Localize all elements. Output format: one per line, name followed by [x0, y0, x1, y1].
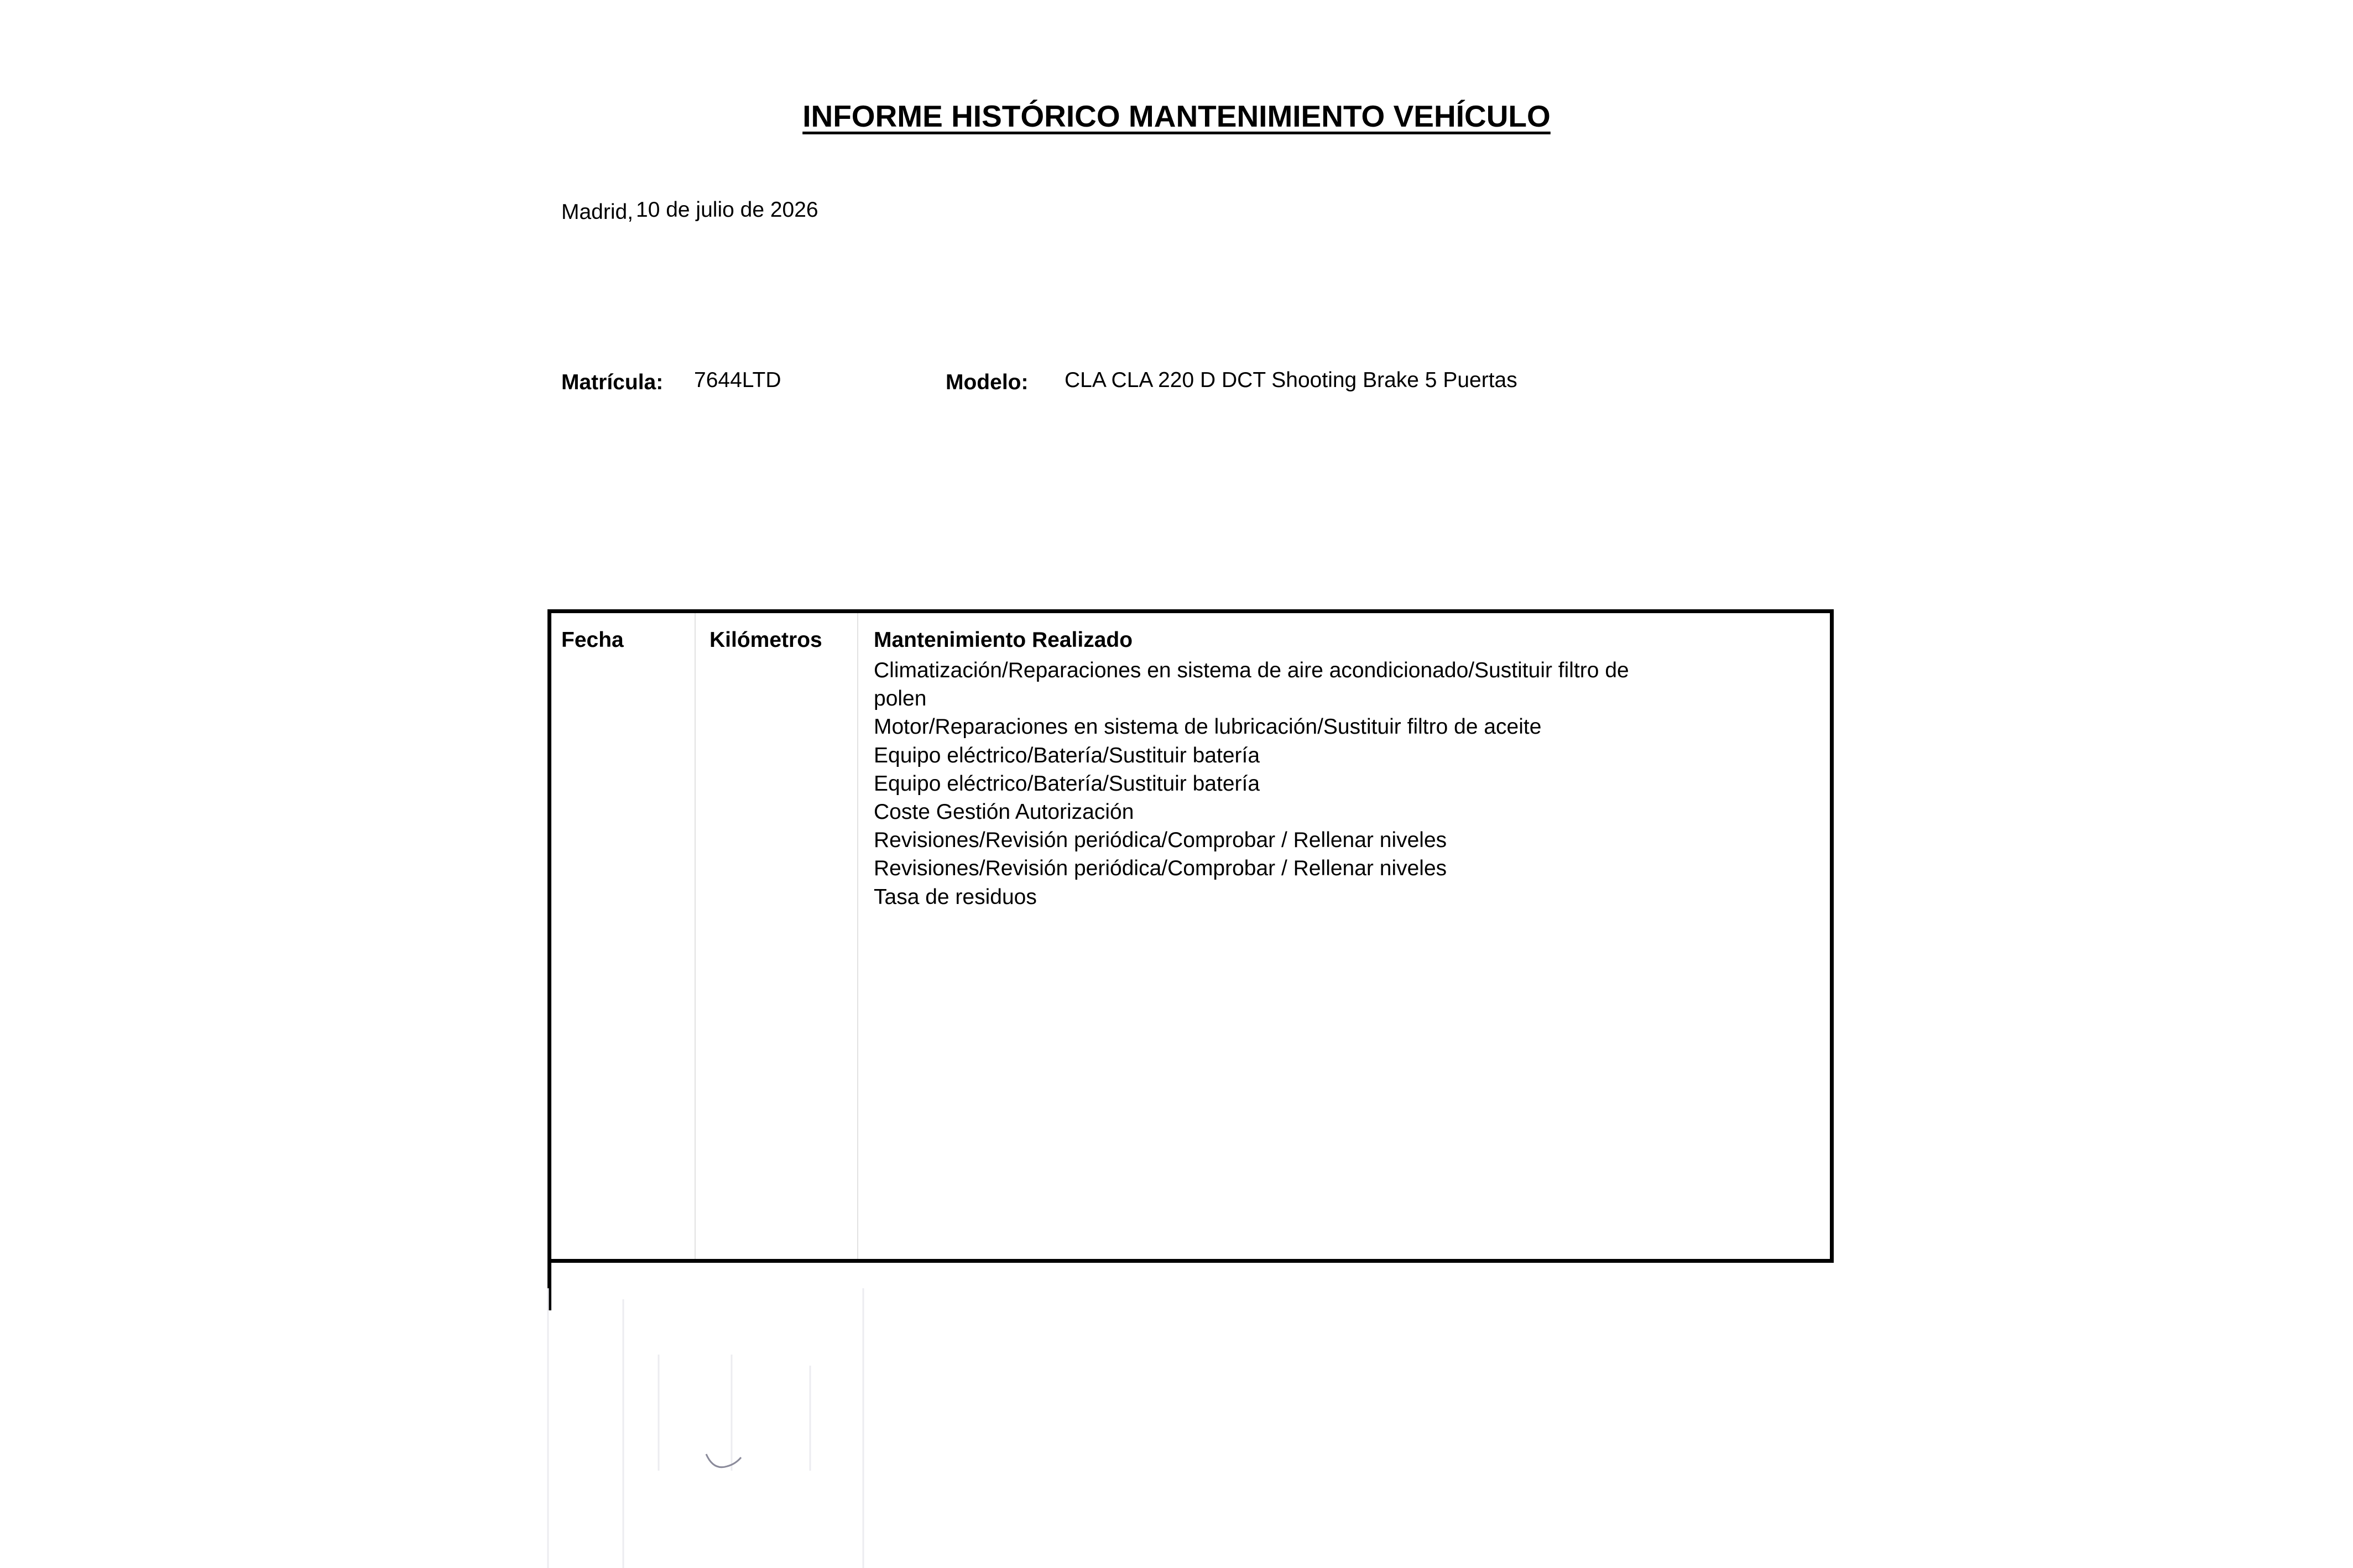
- table-row: Tasa de residuos: [874, 885, 1037, 909]
- column-divider: [695, 613, 696, 1259]
- place-label: Madrid,: [561, 200, 634, 224]
- report-title: INFORME HISTÓRICO MANTENIMIENTO VEHÍCULO: [802, 99, 1551, 133]
- column-divider: [857, 613, 858, 1259]
- model-value: CLA CLA 220 D DCT Shooting Brake 5 Puertas: [1065, 368, 1517, 392]
- scan-artifact: [545, 1288, 865, 1568]
- header-fecha: Fecha: [561, 628, 624, 652]
- table-row: Revisiones/Revisión periódica/Comprobar / Rellenar niveles: [874, 856, 1447, 881]
- plate-value: 7644LTD: [694, 368, 781, 392]
- header-kilometros: Kilómetros: [709, 628, 822, 652]
- table-row: Climatización/Reparaciones en sistema de aire acondicionado/Sustituir filtro de polen: [874, 658, 1629, 711]
- table-row: Motor/Reparaciones en sistema de lubricación/Sustituir filtro de aceite: [874, 715, 1542, 739]
- table-row: Revisiones/Revisión periódica/Comprobar / Rellenar niveles: [874, 828, 1447, 853]
- report-date: 10 de julio de 2026: [636, 198, 818, 222]
- table-row: Coste Gestión Autorización: [874, 800, 1134, 824]
- table-row: Equipo eléctrico/Batería/Sustituir batería: [874, 771, 1260, 796]
- plate-label: Matrícula:: [561, 370, 664, 394]
- model-label: Modelo:: [946, 370, 1029, 394]
- maintenance-list: [874, 656, 1681, 911]
- table-row: Equipo eléctrico/Batería/Sustituir batería: [874, 743, 1260, 767]
- header-mantenimiento: Mantenimiento Realizado: [874, 628, 1133, 652]
